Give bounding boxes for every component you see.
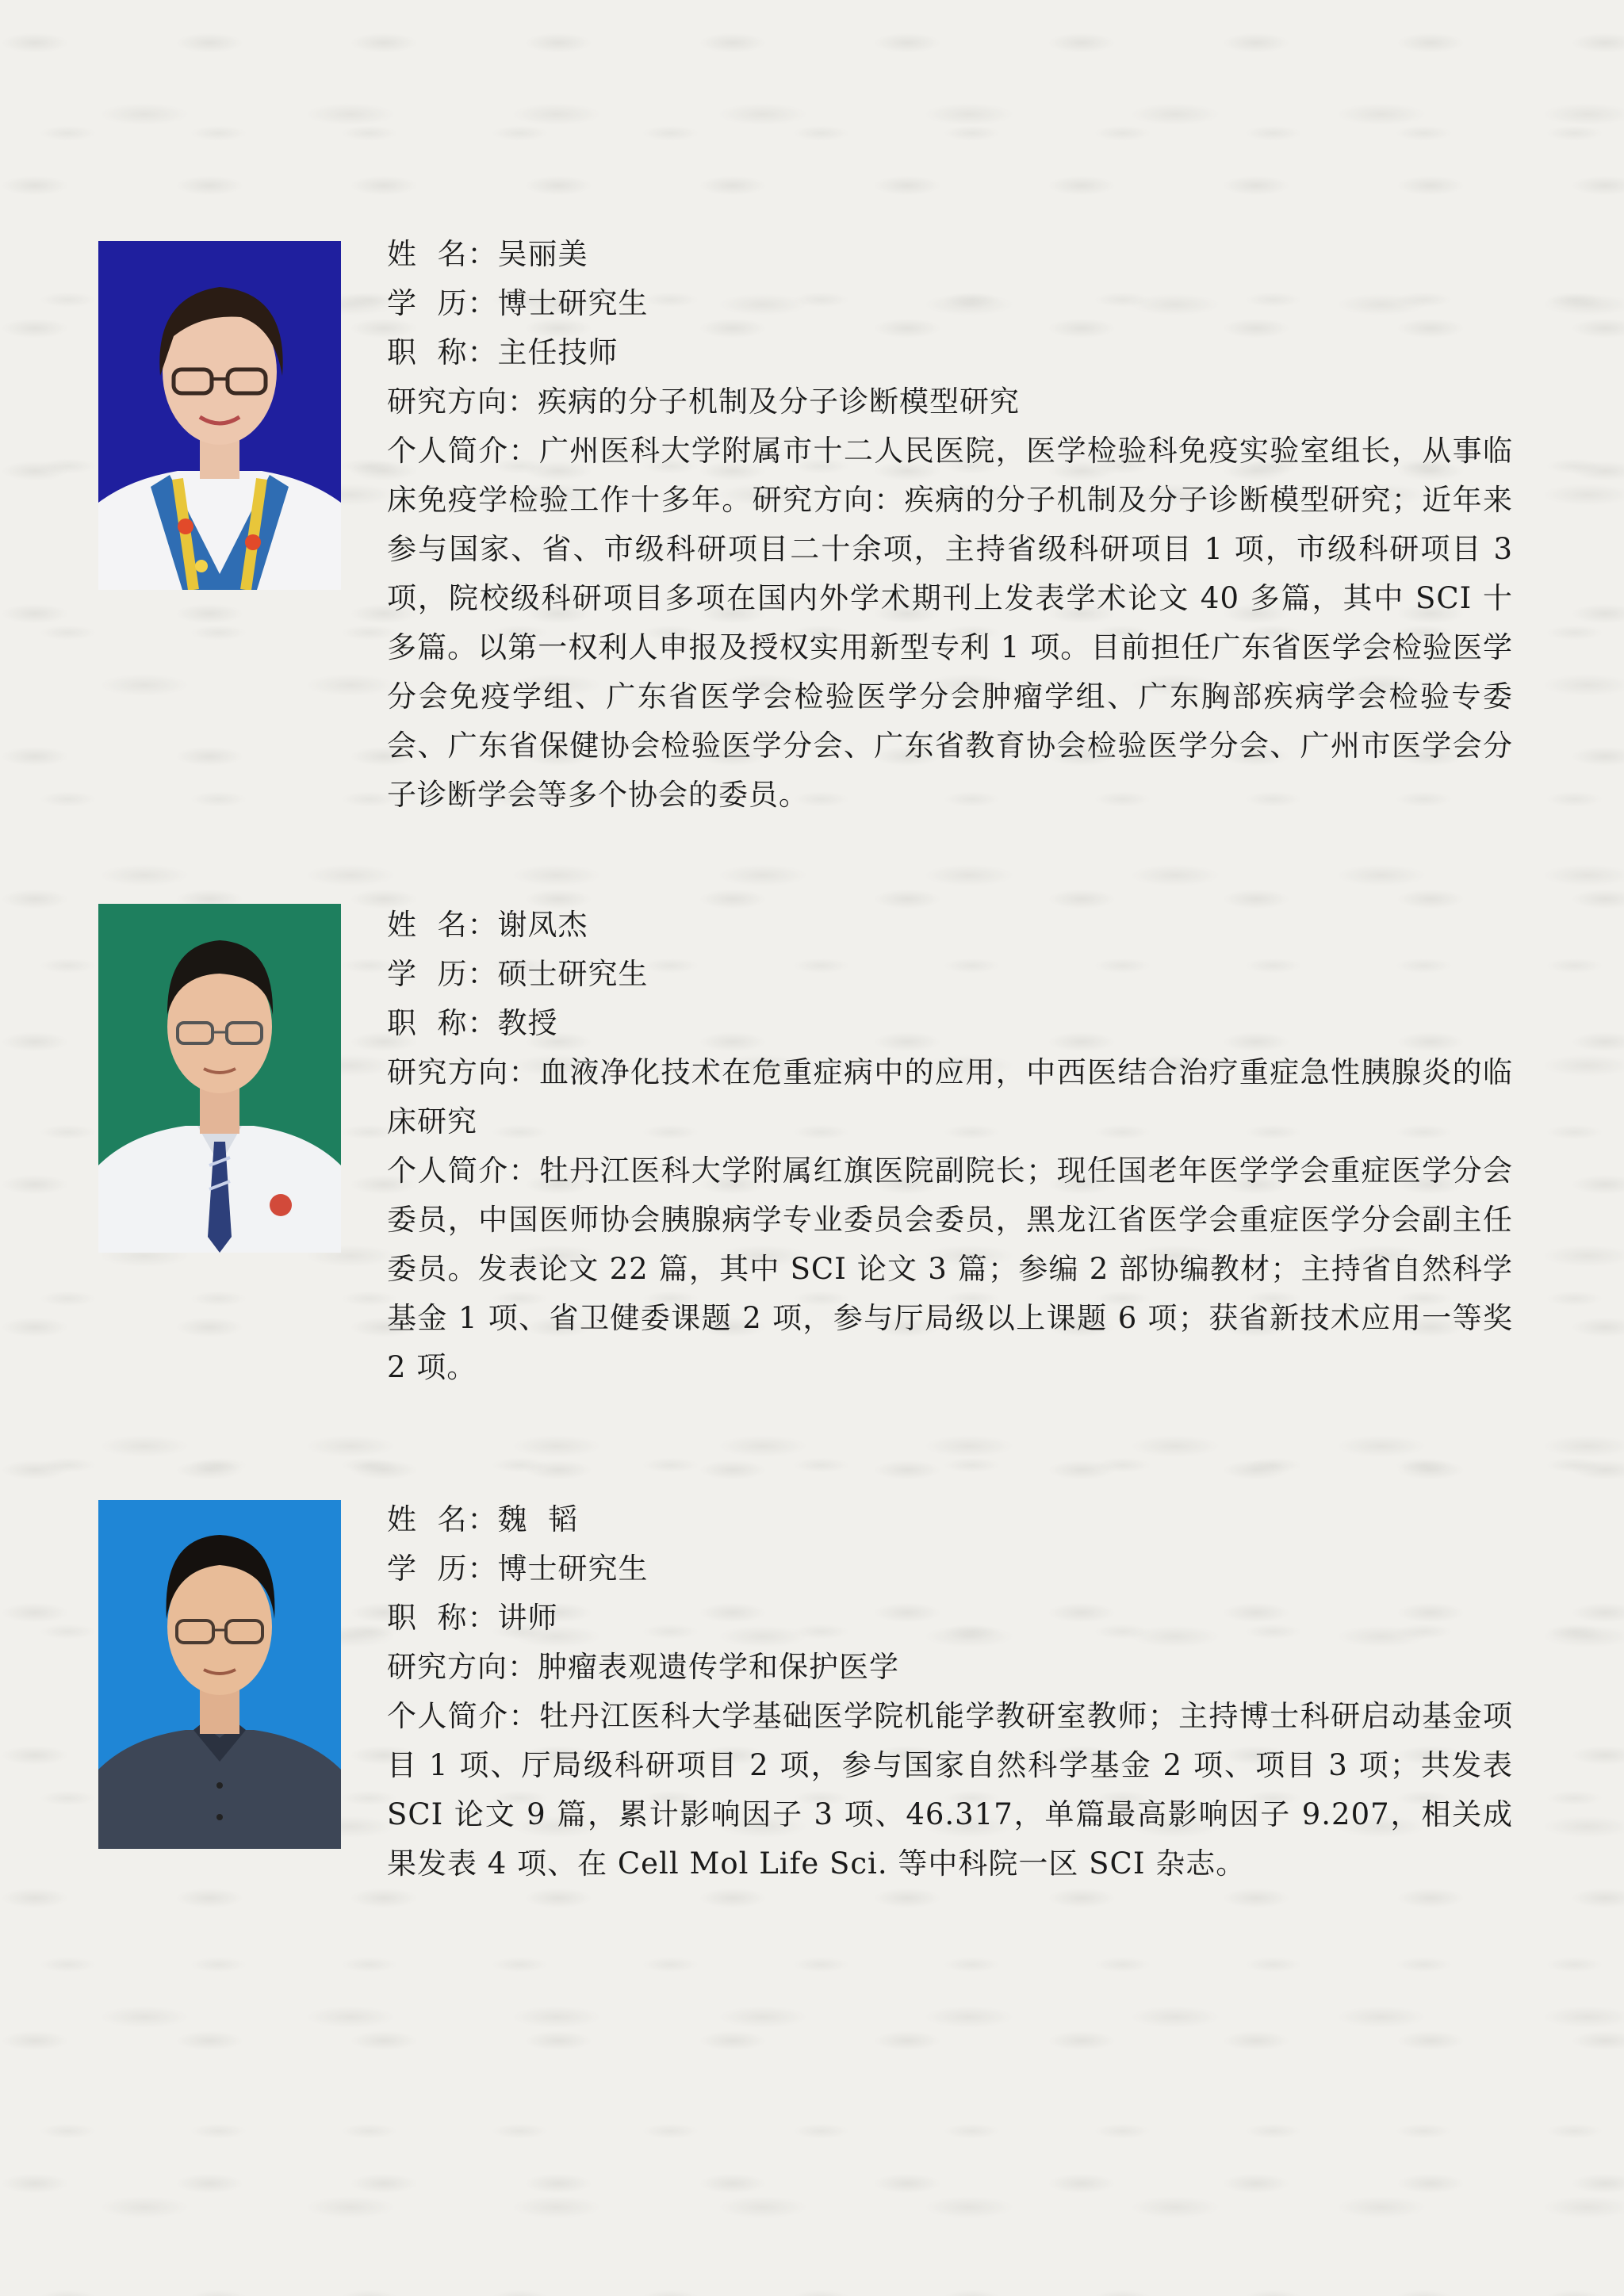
research-row — [387, 377, 1513, 427]
research-value: 血液净化技术在危重症病中的应用，中西医结合治疗重症急性胰腺炎的临床研究 — [387, 1055, 1514, 1138]
profile-info-3 — [387, 1495, 1513, 1888]
research-value: 肿瘤表观遗传学和保护医学 — [538, 1650, 899, 1684]
bio-label: 个人简介： — [387, 434, 539, 468]
bio-row — [387, 1146, 1513, 1392]
research-label: 研究方向： — [387, 1055, 539, 1089]
portrait-image — [98, 904, 341, 1253]
title-row — [387, 328, 1513, 377]
bio-row — [387, 427, 1513, 820]
title-row — [387, 1594, 1513, 1643]
title-label: 职 称： — [387, 1601, 498, 1635]
name-value: 魏 韬 — [497, 1502, 579, 1536]
title-value: 教授 — [497, 1006, 558, 1040]
research-label: 研究方向： — [387, 1650, 538, 1684]
research-row — [387, 1643, 1513, 1692]
portrait-image — [98, 1500, 341, 1849]
education-label: 学 历： — [387, 286, 498, 320]
bio-label: 个人简介： — [387, 1699, 539, 1733]
profile-info-1 — [387, 230, 1513, 820]
bio-value: 牡丹江医科大学附属红旗医院副院长；现任国老年医学学会重症医学分会委员，中国医师协会胰腺病学专业委员会委员，黑龙江省医学会重症医学分会副主任委员。发表论文 22 篇，其中 SCI 论文 3 篇；参编 2 部协编教材；主持省自然科学基金 1 项、省卫健委课题 2 项，参与厅局级以上课题 6 项；获省新技术应用一等奖 2 项。 — [387, 1154, 1514, 1384]
name-label: 姓 名： — [387, 908, 498, 942]
research-row — [387, 1048, 1513, 1146]
research-label: 研究方向： — [387, 385, 538, 419]
title-value: 主任技师 — [497, 335, 619, 369]
name-label: 姓 名： — [387, 1502, 498, 1536]
portrait-photo-1 — [98, 241, 341, 590]
title-label: 职 称： — [387, 1006, 498, 1040]
title-value: 讲师 — [497, 1601, 558, 1635]
name-row — [387, 230, 1513, 279]
bio-value: 牡丹江医科大学基础医学院机能学教研室教师；主持博士科研启动基金项目 1 项、厅局级科研项目 2 项，参与国家自然科学基金 2 项、项目 3 项；共发表 SCI 论文 9 篇，累计影响因子 3 项、46.317，单篇最高影响因子 9.207，相关成果发表 4 项、在 Cell Mol Life Sci. 等中科院一区 SCI 杂志。 — [387, 1699, 1514, 1881]
education-value: 博士研究生 — [497, 1552, 649, 1586]
bio-value: 广州医科大学附属市十二人民医院，医学检验科免疫实验室组长，从事临床免疫学检验工作十多年。研究方向：疾病的分子机制及分子诊断模型研究；近年来参与国家、省、市级科研项目二十余项，主持省级科研项目 1 项，市级科研项目 3 项，院校级科研项目多项在国内外学术期刊上发表学术论文 40 多篇，其中 SCI 十多篇。以第一权利人申报及授权实用新型专利 1 项。目前担任广东省医学会检验医学分会免疫学组、广东省医学会检验医学分会肿瘤学组、广东胸部疾病学会检验专委会、广东省保健协会检验医学分会、广东省教育协会检验医学分会、广州市医学会分子诊断学会等多个协会的委员。 — [387, 434, 1514, 812]
education-value: 硕士研究生 — [497, 957, 649, 991]
title-label: 职 称： — [387, 335, 498, 369]
research-value: 疾病的分子机制及分子诊断模型研究 — [538, 385, 1020, 419]
name-row — [387, 901, 1513, 950]
name-value: 谢凤杰 — [497, 908, 588, 942]
education-row — [387, 279, 1513, 328]
name-value: 吴丽美 — [497, 237, 588, 271]
name-label: 姓 名： — [387, 237, 498, 271]
bio-label: 个人简介： — [387, 1154, 539, 1188]
portrait-photo-3 — [98, 1500, 341, 1849]
education-row — [387, 1544, 1513, 1594]
bio-row — [387, 1692, 1513, 1888]
title-row — [387, 999, 1513, 1048]
portrait-image — [98, 241, 341, 590]
portrait-photo-2 — [98, 904, 341, 1253]
education-value: 博士研究生 — [497, 286, 649, 320]
name-row — [387, 1495, 1513, 1544]
education-row — [387, 950, 1513, 999]
education-label: 学 历： — [387, 957, 498, 991]
education-label: 学 历： — [387, 1552, 498, 1586]
profile-info-2 — [387, 901, 1513, 1392]
